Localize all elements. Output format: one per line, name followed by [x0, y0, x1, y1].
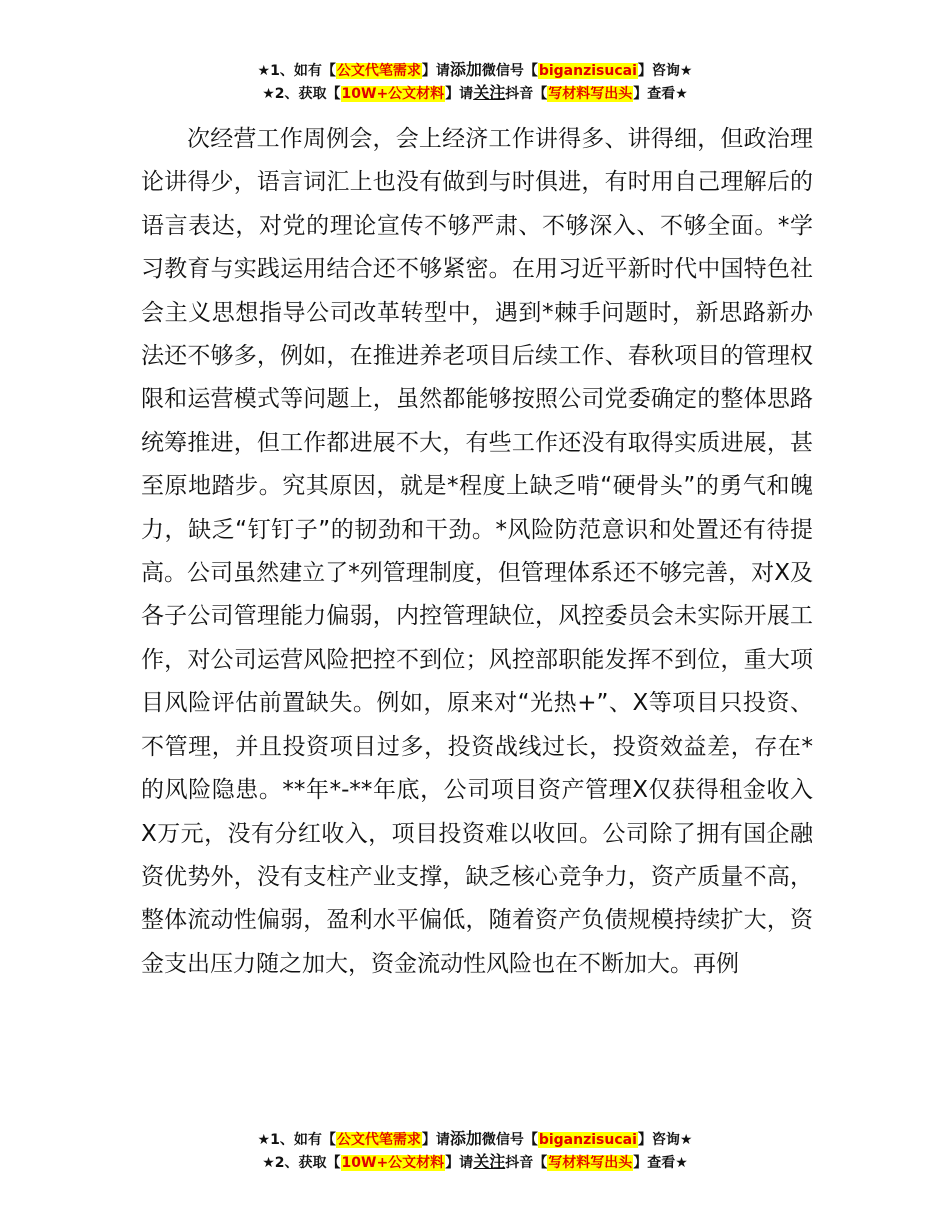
footer-line-2-mid: 】请	[445, 1155, 474, 1171]
footer-line-1-highlight-wechat-id: biganzisucai	[538, 1132, 637, 1148]
header-line-1-prefix: ★1、如有【	[257, 63, 336, 79]
header-line-2-mid2: 抖音【	[505, 86, 548, 102]
header-line-2	[0, 82, 950, 105]
footer-line-1-mid: 】请	[421, 1132, 450, 1148]
footer-line-2-emphasis: 关注	[473, 1152, 506, 1171]
document-body	[141, 118, 813, 986]
footer-line-1-emphasis: 添加	[449, 1129, 482, 1148]
body-paragraph: 次经营工作周例会，会上经济工作讲得多、讲得细，但政治理论讲得少，语言词汇上也没有做到与时俱进，有时用自己理解后的语言表达，对党的理论宣传不够严肃、不够深入、不够全面。*学习教育与实践运用结合还不够紧密。在用习近平新时代中国特色社会主义思想指导公司改革转型中，遇到*棘手问题时，新思路新办法还不够多，例如，在推进养老项目后续工作、春秋项目的管理权限和运营模式等问题上，虽然都能够按照公司党委确定的整体思路统筹推进，但工作都进展不大，有些工作还没有取得实质进展，甚至原地踏步。究其原因，就是*程度上缺乏啃“硬骨头”的勇气和魄力，缺乏“钉钉子”的韧劲和干劲。*风险防范意识和处置还有待提高。公司虽然建立了*列管理制度，但管理体系还不够完善，对X及各子公司管理能力偏弱，内控管理缺位，风控委员会未实际开展工作，对公司运营风险把控不到位；风控部职能发挥不到位，重大项目风险评估前置缺失。例如，原来对“光热+”、X等项目只投资、不管理，并且投资项目过多，投资战线过长，投资效益差，存在*的风险隐患。**年*-**年底，公司项目资产管理X仅获得租金收入X万元，没有分红收入，项目投资难以收回。公司除了拥有国企融资优势外，没有支柱产业支撑，缺乏核心竞争力，资产质量不高，整体流动性偏弱，盈利水平偏低，随着资产负债规模持续扩大，资金支出压力随之加大，资金流动性风险也在不断加大。再例	[141, 126, 813, 977]
footer-line-1-mid2: 微信号【	[481, 1132, 538, 1148]
header-line-2-highlight-materials: 10W+公文材料	[341, 86, 445, 102]
header-line-1-highlight-service: 公文代笔需求	[336, 63, 421, 79]
footer-line-2-highlight-douyin: 写材料写出头	[548, 1155, 633, 1171]
header-banner	[0, 59, 950, 105]
header-line-2-mid: 】请	[445, 86, 474, 102]
footer-line-2-prefix: ★2、获取【	[262, 1155, 341, 1171]
header-line-2-prefix: ★2、获取【	[262, 86, 341, 102]
footer-line-2-mid2: 抖音【	[505, 1155, 548, 1171]
footer-line-2-suffix: 】查看★	[633, 1155, 688, 1171]
footer-line-1	[0, 1128, 950, 1151]
footer-line-1-highlight-service: 公文代笔需求	[336, 1132, 421, 1148]
header-line-1-mid2: 微信号【	[481, 63, 538, 79]
header-line-1-suffix: 】咨询★	[637, 63, 693, 79]
footer-line-2	[0, 1151, 950, 1174]
header-line-1-mid: 】请	[421, 63, 450, 79]
header-line-1	[0, 59, 950, 82]
footer-line-2-highlight-materials: 10W+公文材料	[341, 1155, 445, 1171]
header-line-2-suffix: 】查看★	[633, 86, 688, 102]
header-line-2-highlight-douyin: 写材料写出头	[548, 86, 633, 102]
footer-line-1-suffix: 】咨询★	[637, 1132, 693, 1148]
footer-line-1-prefix: ★1、如有【	[257, 1132, 336, 1148]
header-line-1-emphasis: 添加	[449, 60, 482, 79]
header-line-2-emphasis: 关注	[473, 83, 506, 102]
header-line-1-highlight-wechat-id: biganzisucai	[538, 63, 637, 79]
footer-banner	[0, 1128, 950, 1174]
